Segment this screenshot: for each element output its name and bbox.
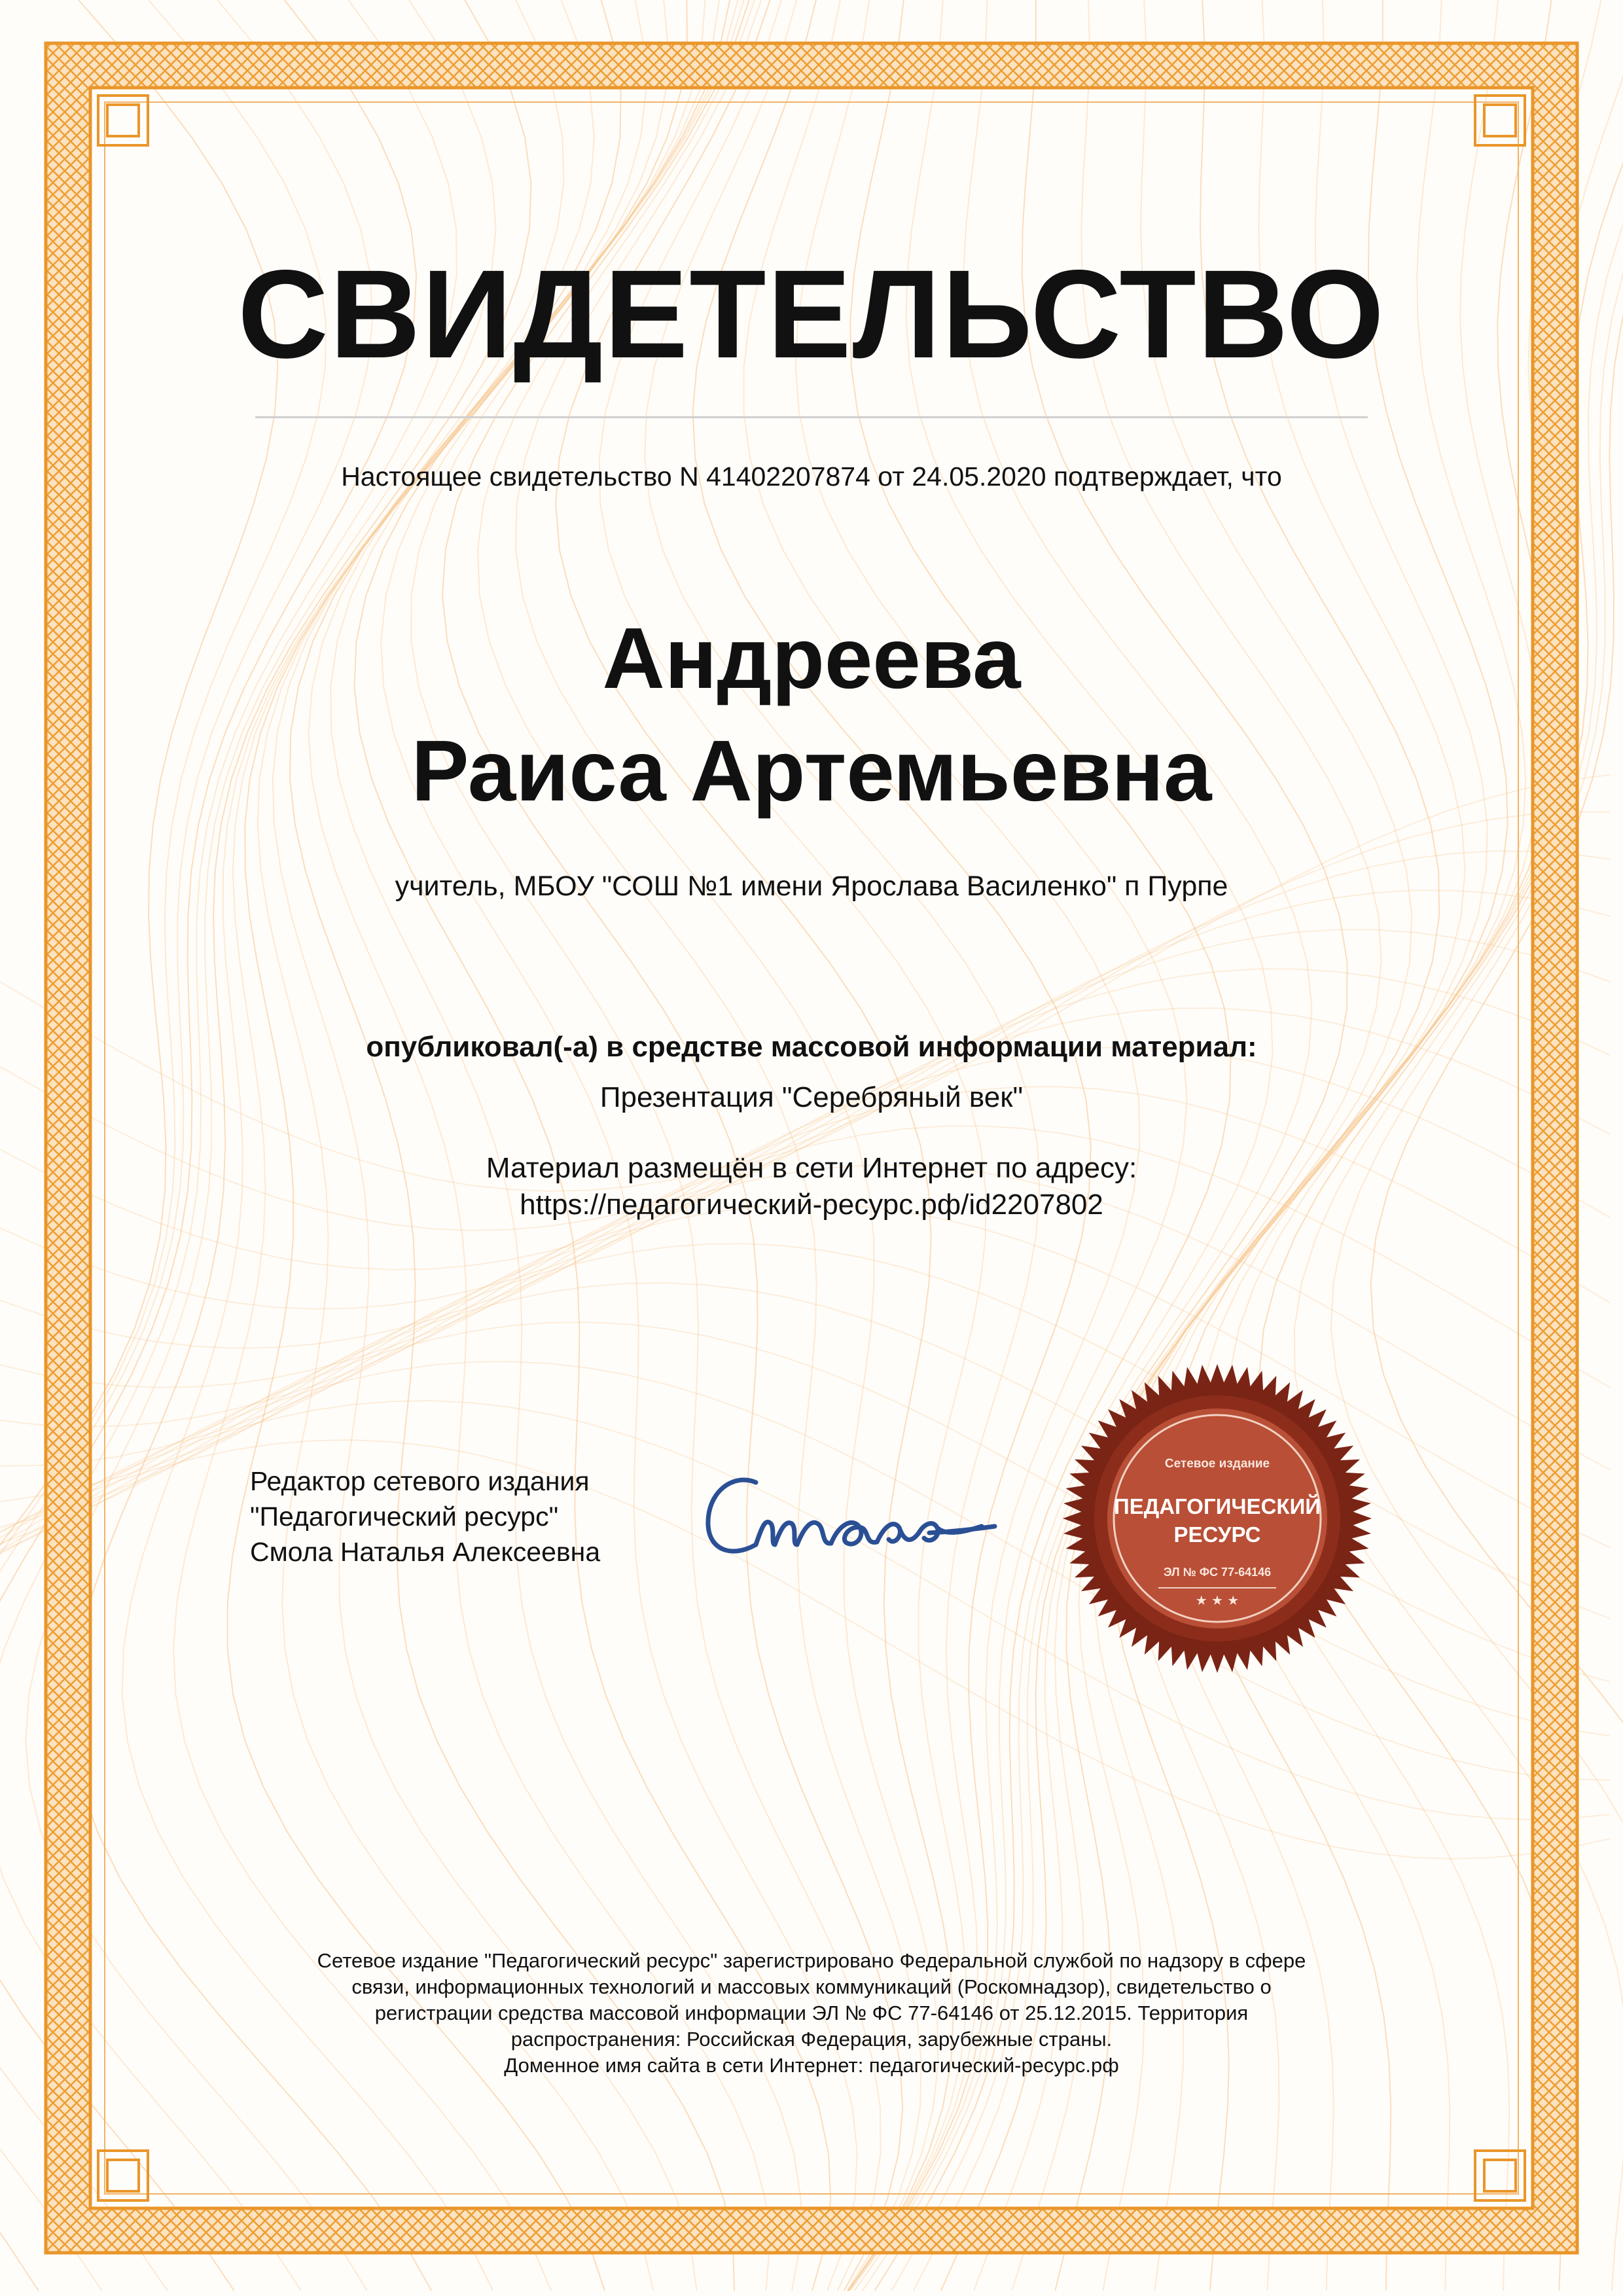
editor-line-name: Смола Наталья Алексеевна	[250, 1537, 601, 1567]
recipient-name	[157, 602, 1466, 827]
editor-line-publication: "Педагогический ресурс"	[250, 1501, 559, 1532]
recipient-given-names: Раиса Артемьевна	[411, 723, 1212, 819]
recipient-position: учитель, МБОУ "СОШ №1 имени Ярослава Василенко" п Пурпе	[395, 870, 1228, 902]
recipient-surname: Андреева	[602, 610, 1021, 706]
footer-line-2: связи, информационных технологий и массовых коммуникаций (Роскомнадзор), свидетельство о	[351, 1975, 1272, 1998]
publication-seal	[1060, 1361, 1374, 1676]
seal-reg-number: ЭЛ № ФС 77-64146	[1163, 1566, 1272, 1579]
footer-line-1: Сетевое издание "Педагогический ресурс" зарегистрировано Федеральной службой по надзору в сфере	[317, 1949, 1306, 1972]
seal-stars: ★ ★ ★	[1195, 1592, 1240, 1608]
footer-line-3: регистрации средства массовой информации ЭЛ № ФС 77-64146 от 25.12.2015. Территория	[374, 2001, 1249, 2024]
published-label: опубликовал(-а) в средстве массовой информации материал:	[366, 1031, 1257, 1063]
seal-top-text: Сетевое издание	[1164, 1457, 1270, 1471]
footer-line-5: Доменное имя сайта в сети Интернет: педагогический-ресурс.рф	[504, 2054, 1119, 2077]
certificate-title: СВИДЕТЕЛЬСТВО	[238, 243, 1385, 384]
seal-name-line1: ПЕДАГОГИЧЕСКИЙ	[1113, 1494, 1321, 1518]
footer-line-4: распространения: Российская Федерация, зарубежные страны.	[510, 2028, 1113, 2051]
location-label: Материал размещён в сети Интернет по адресу:	[486, 1152, 1137, 1184]
editor-line-role: Редактор сетевого издания	[250, 1466, 590, 1496]
seal-name-line2: РЕСУРС	[1173, 1522, 1261, 1547]
location-url: https://педагогический-ресурс.рф/id2207802	[520, 1189, 1103, 1221]
material-title: Презентация "Серебряный век"	[599, 1081, 1024, 1113]
title-divider	[255, 416, 1368, 418]
editor-block	[250, 1463, 600, 1570]
editor-signature	[694, 1446, 1014, 1584]
certificate-intro: Настоящее свидетельство N 41402207874 от 24.05.2020 подтверждает, что	[341, 461, 1282, 492]
registration-footer	[216, 1948, 1407, 2079]
